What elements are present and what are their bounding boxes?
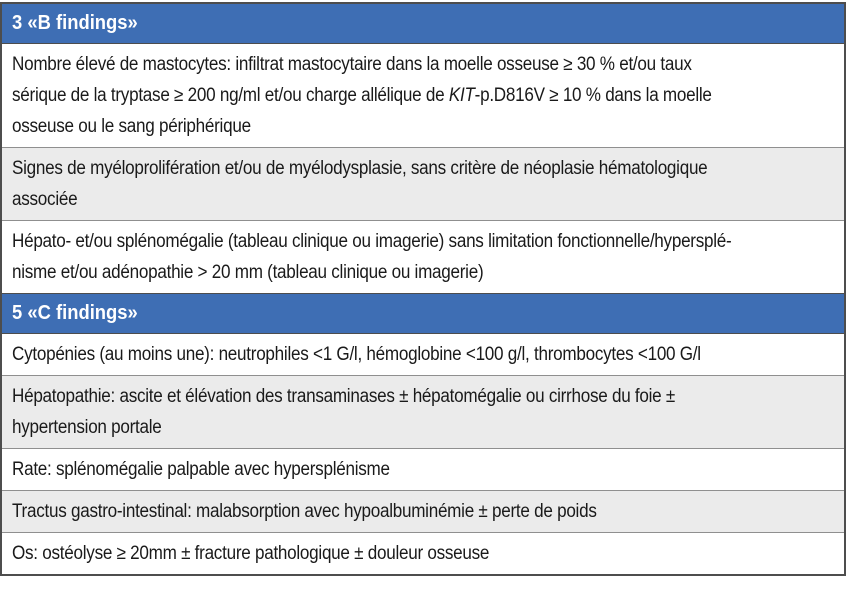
finding-row-tractus-gastro-intestinal (2, 490, 844, 532)
kit-gene-italic: KIT (448, 85, 475, 106)
finding-row-myeloproliferation (2, 147, 844, 220)
finding-line: Nombre élevé de mastocytes: infiltrat mastocytaire dans la moelle osseuse ≥ 30 % et/ou taux (12, 54, 692, 75)
finding-line (12, 80, 752, 111)
finding-line: Tractus gastro-intestinal: malabsorption avec hypoalbuminémie ± perte de poids (12, 501, 597, 522)
section-header-label: 5 «C findings» (12, 302, 138, 324)
finding-line: osseuse ou le sang périphérique (12, 116, 251, 137)
section-header-label: 3 «B findings» (12, 12, 138, 34)
finding-row-os (2, 532, 844, 574)
finding-line: Rate: splénomégalie palpable avec hypersplénisme (12, 459, 390, 480)
section-header-c-findings (2, 293, 844, 334)
finding-line: Os: ostéolyse ≥ 20mm ± fracture pathologique ± douleur osseuse (12, 543, 490, 564)
finding-line: Cytopénies (au moins une): neutrophiles <1 G/l, hémoglobine <100 g/l, thrombocytes <100 G/l (12, 344, 701, 365)
finding-row-hepatopathie (2, 375, 844, 448)
finding-line: associée (12, 189, 78, 210)
findings-table (0, 2, 846, 576)
finding-line-pre: sérique de la tryptase ≥ 200 ng/ml et/ou charge allélique de (12, 85, 449, 106)
finding-row-mastocytes (2, 44, 844, 147)
finding-line-post: -p.D816V ≥ 10 % dans la moelle (474, 85, 712, 106)
finding-line: Signes de myéloprolifération et/ou de myélodysplasie, sans critère de néoplasie hématologique (12, 158, 708, 179)
finding-line: hypertension portale (12, 417, 162, 438)
finding-line: Hépatopathie: ascite et élévation des transaminases ± hépatomégalie ou cirrhose du foie ± (12, 386, 676, 407)
finding-line: Hépato- et/ou splénomégalie (tableau clinique ou imagerie) sans limitation fonctionnelle/hypersplé- (12, 231, 732, 252)
finding-row-hepato-splenomegalie (2, 220, 844, 293)
finding-line: nisme et/ou adénopathie > 20 mm (tableau clinique ou imagerie) (12, 262, 484, 283)
finding-row-rate (2, 448, 844, 490)
finding-row-cytopenies (2, 334, 844, 375)
section-header-b-findings (2, 4, 844, 44)
